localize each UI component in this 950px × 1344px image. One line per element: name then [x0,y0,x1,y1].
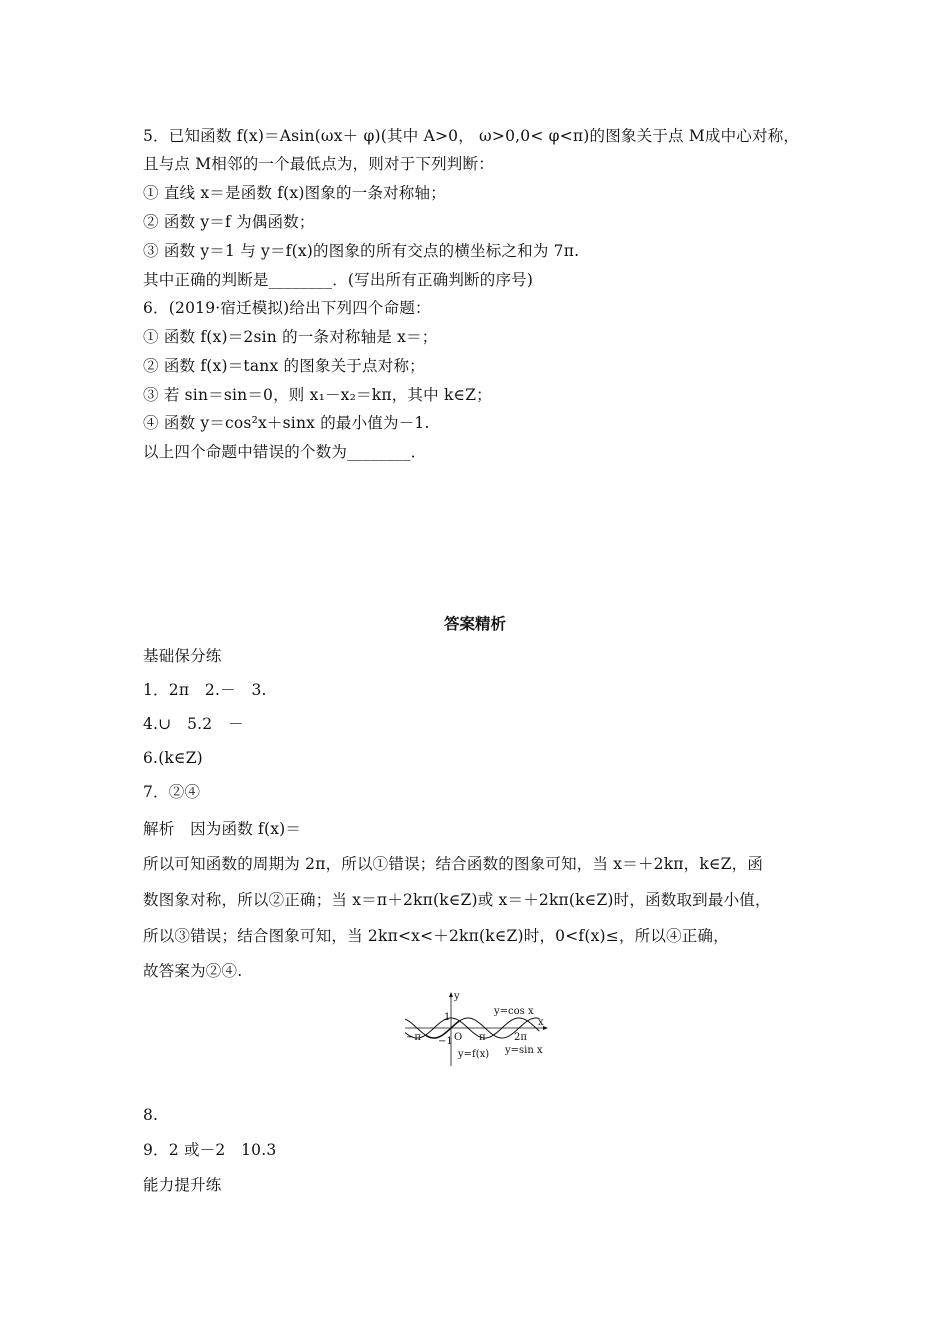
answer-line-4: 7．②④ [143,783,201,801]
analysis-line-3: 数图象对称，所以②正确；当 x＝π＋2kπ(k∈Z)或 x＝＋2kπ(k∈Z)时，函数取到最小值， [143,891,771,909]
y-axis-label: y [454,991,460,1002]
problem-6-item-3: ③ 若 sin＝sin＝0，则 x₁－x₂＝kπ，其中 k∈Z； [143,386,492,404]
answer-line-9-10: 9．2 或－2 10.3 [143,1141,277,1159]
problem-5-question: 其中正确的判断是________．(写出所有正确判断的序号) [143,271,534,289]
origin-label: O [454,1032,463,1043]
answer-line-8: 8. [143,1106,159,1124]
sine-cosine-graph [400,990,550,1068]
problem-5-item-1: ① 直线 x＝是函数 f(x)图象的一条对称轴； [143,184,446,202]
tick-neg-one-label: −1 [438,1036,453,1047]
tick-pi-label: π [479,1032,486,1043]
x-axis-arrow-icon [543,1026,548,1030]
problem-5-line-1: 5．已知函数 f(x)＝Asin(ωx＋ φ)(其中 A>0， ω>0,0< φ<π)的图象关于点 M成中心对称， [143,127,800,145]
answer-heading-basic: 基础保分练 [143,647,222,665]
problem-5-item-2: ② 函数 y＝f 为偶函数； [143,213,315,231]
sin-curve-label: y=sin x [505,1045,543,1056]
analysis-line-1: 解析 因为函数 f(x)＝ [143,820,302,838]
answer-section-title: 答案精析 [443,615,506,633]
problem-5-line-2: 且与点 M相邻的一个最低点为，则对于下列判断： [143,155,494,173]
tick-one-label: 1 [444,1012,451,1023]
analysis-line-2: 所以可知函数的周期为 2π，所以①错误；结合函数的图象可知，当 x＝＋2kπ，k∈Z，函 [143,855,764,873]
analysis-conclusion: 故答案为②④. [143,962,243,980]
answer-heading-advanced: 能力提升练 [143,1176,222,1194]
f-curve-label: y=f(x) [458,1049,490,1060]
problem-6-item-4: ④ 函数 y＝cos²x＋sinx 的最小值为－1. [143,414,430,432]
problem-6-line-1: 6．(2019·宿迁模拟)给出下列四个命题： [143,299,431,317]
problem-6-item-2: ② 函数 f(x)＝tanx 的图象关于点对称； [143,357,425,375]
cos-curve-label: y=cos x [494,1006,534,1017]
graph-svg [400,990,550,1068]
problem-6-question: 以上四个命题中错误的个数为________． [143,443,427,461]
answer-line-2: 4.∪ 5.2 － [143,715,244,733]
problem-5-item-3: ③ 函数 y＝1 与 y＝f(x)的图象的所有交点的横坐标之和为 7π. [143,242,580,260]
problem-6-item-1: ① 函数 f(x)＝2sin 的一条对称轴是 x＝； [143,328,438,346]
x-axis-label: x [538,1017,544,1028]
answer-line-1: 1．2π 2.－ 3. [143,681,267,699]
tick-neg-pi-label: −π [406,1032,421,1043]
answer-line-3: 6.(k∈Z) [143,749,203,767]
analysis-line-4: 所以③错误；结合图象可知，当 2kπ<x<＋2kπ(k∈Z)时，0<f(x)≤，所以④正确， [143,927,729,945]
y-axis-arrow-icon [449,992,453,997]
tick-two-pi-label: 2π [514,1032,527,1043]
